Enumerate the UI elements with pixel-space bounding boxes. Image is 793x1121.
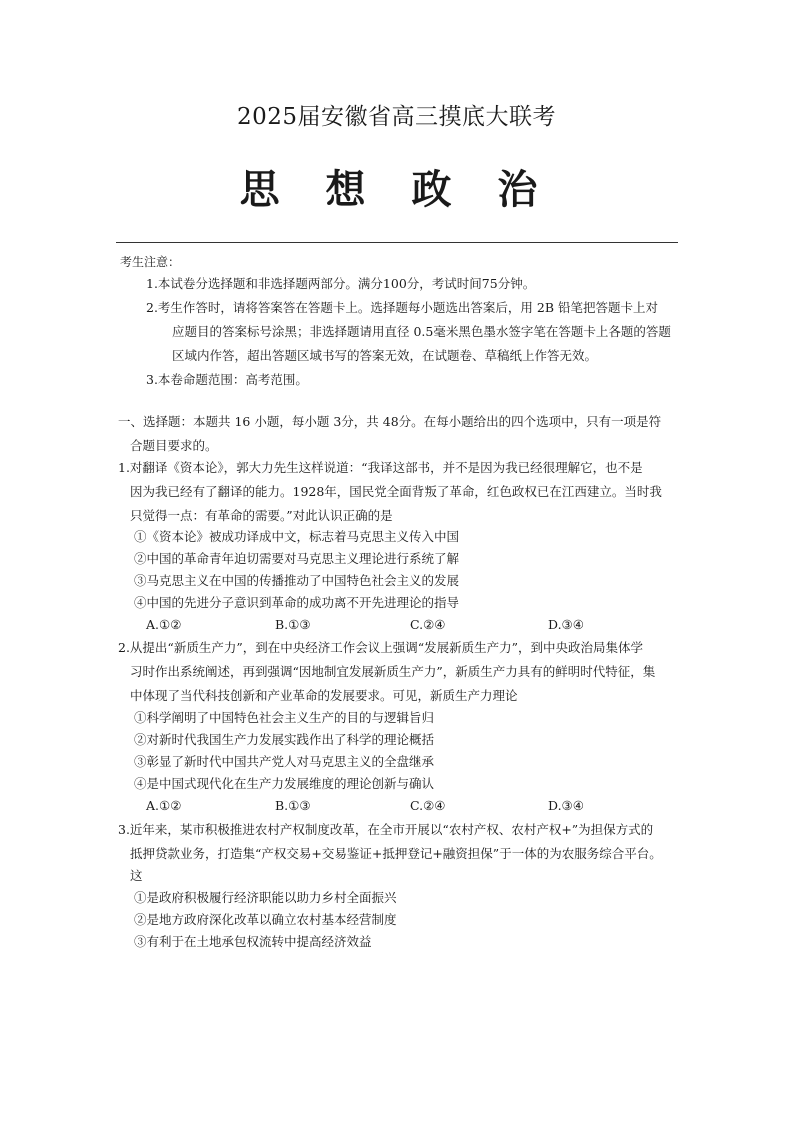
statement-option: ③马克思主义在中国的传播推动了中国特色社会主义的发展 [134, 573, 460, 588]
statement-option: ②对新时代我国生产力发展实践作出了科学的理论概括 [134, 732, 435, 747]
divider-line [116, 242, 678, 243]
question-stem: 习时作出系统阐述，再到强调“因地制宜发展新质生产力”，新质生产力具有的鲜明时代特征，集 [130, 664, 656, 679]
answer-choice-a: A.①② [146, 617, 182, 632]
exam-title: 2025届安徽省高三摸底大联考 [236, 104, 557, 130]
section-heading-continued: 合题目要求的。 [130, 438, 218, 453]
question-stem: 因为我已经有了翻译的能力。1928年，国民党全面背叛了革命，红色政权已在江西建立。当时我 [130, 484, 662, 499]
notice-heading: 考生注意： [120, 255, 181, 269]
question-stem: 1.对翻译《资本论》，郭大力先生这样说道：“我译这部书，并不是因为我已经很理解它，也不是 [118, 460, 643, 475]
statement-option: ①《资本论》被成功译成中文，标志着马克思主义传入中国 [134, 529, 460, 544]
section-heading: 一、选择题：本题共 16 小题，每小题 3分，共 48分。在每小题给出的四个选项中，只有一项是符 [118, 414, 662, 429]
answer-choice-b: B.①③ [275, 798, 311, 813]
notice-item-continued: 应题目的答案标号涂黑；非选择题请用直径 0.5毫米黑色墨水签字笔在答题卡上各题的答题 [172, 324, 671, 339]
answer-choice-b: B.①③ [275, 617, 311, 632]
question-stem: 2.从提出“新质生产力”，到在中央经济工作会议上强调“发展新质生产力”，到中央政治局集体学 [118, 640, 643, 655]
statement-option: ②是地方政府深化改革以确立农村基本经营制度 [134, 912, 397, 927]
notice-item-continued: 区域内作答，超出答题区域书写的答案无效，在试题卷、草稿纸上作答无效。 [172, 348, 598, 363]
notice-item: 3.本卷命题范围：高考范围。 [146, 372, 308, 387]
question-stem: 中体现了当代科技创新和产业革命的发展要求。可见，新质生产力理论 [130, 688, 518, 703]
answer-choice-c: C.②④ [410, 798, 446, 813]
answer-choice-d: D.③④ [548, 617, 584, 632]
statement-option: ④是中国式现代化在生产力发展维度的理论创新与确认 [134, 776, 435, 791]
subject-title: 思 想 政 治 [239, 166, 554, 213]
statement-option: ②中国的革命青年迫切需要对马克思主义理论进行系统了解 [134, 551, 460, 566]
statement-option: ③彰显了新时代中国共产党人对马克思主义的全盘继承 [134, 754, 435, 769]
answer-choice-a: A.①② [146, 798, 182, 813]
question-stem: 只觉得一点：有革命的需要。”对此认识正确的是 [130, 508, 393, 523]
statement-option: ③有利于在土地承包权流转中提高经济效益 [134, 934, 372, 949]
notice-item: 1.本试卷分选择题和非选择题两部分。满分100分，考试时间75分钟。 [146, 276, 536, 291]
statement-option: ①是政府积极履行经济职能以助力乡村全面振兴 [134, 890, 397, 905]
statement-option: ④中国的先进分子意识到革命的成功离不开先进理论的指导 [134, 595, 460, 610]
question-stem: 3.近年来，某市积极推进农村产权制度改革，在全市开展以“农村产权、农村产权+”为担保方式的 [118, 822, 654, 837]
question-stem: 这 [130, 868, 143, 883]
notice-item: 2.考生作答时，请将答案答在答题卡上。选择题每小题选出答案后，用 2B 铅笔把答题卡上对 [146, 300, 659, 315]
answer-choice-c: C.②④ [410, 617, 446, 632]
answer-choice-d: D.③④ [548, 798, 584, 813]
statement-option: ①科学阐明了中国特色社会主义生产的目的与逻辑旨归 [134, 710, 435, 725]
question-stem: 抵押贷款业务，打造集“产权交易+交易鉴证+抵押登记+融资担保”于一体的为农服务综合平台。 [130, 846, 662, 861]
